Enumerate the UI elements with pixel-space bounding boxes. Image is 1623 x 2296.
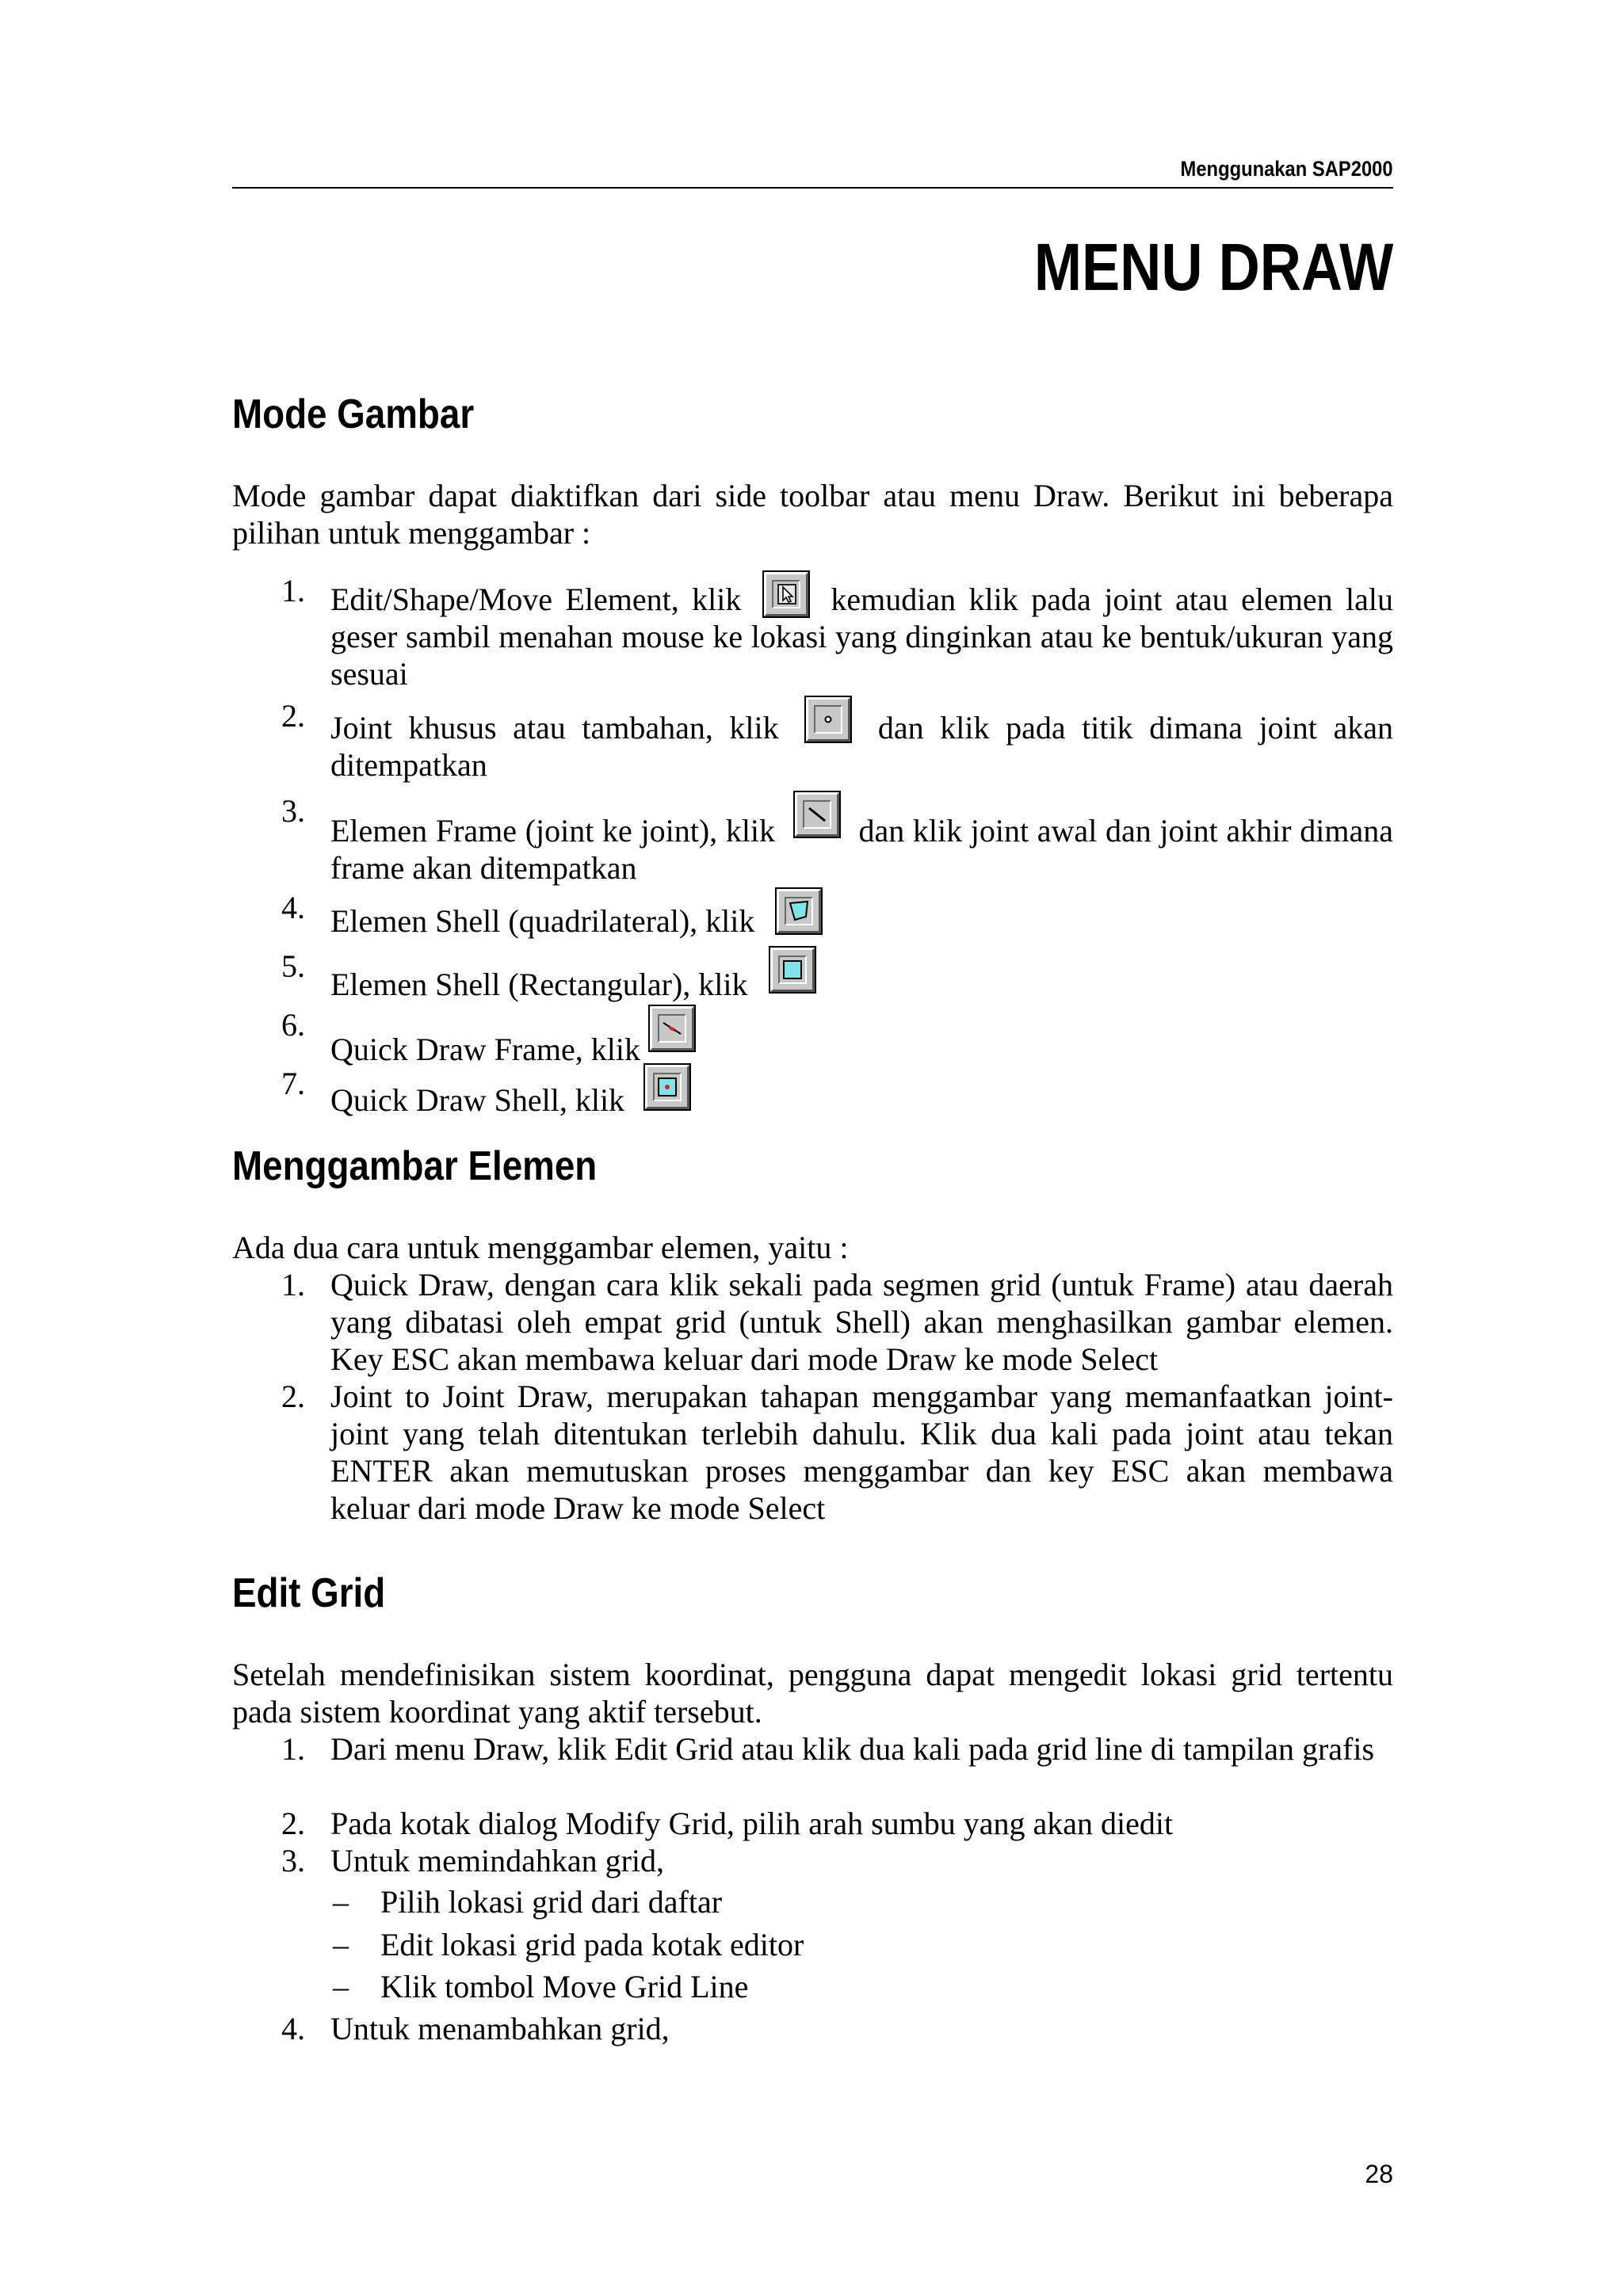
item-text: Quick Draw, dengan cara klik sekali pada segmen grid (untuk Frame) atau daerah yang dibatasi oleh empat grid (untuk Shell) akan menghasilkan gambar elemen. Key ESC akan membawa keluar dari mode Draw ke mode Select xyxy=(330,1267,1393,1377)
sub-list-item xyxy=(333,1968,1393,2005)
list-item xyxy=(281,1266,1393,1378)
section-heading-mode-gambar: Mode Gambar xyxy=(232,391,475,437)
elemen-intro-paragraph: Ada dua cara untuk menggambar elemen, yaitu : xyxy=(232,1230,849,1265)
draw-quad-shell-icon[interactable] xyxy=(777,889,821,933)
list-number: 3. xyxy=(281,793,305,829)
section-heading-edit-grid: Edit Grid xyxy=(232,1570,386,1616)
quick-draw-frame-icon[interactable] xyxy=(650,1006,694,1051)
item-text: Elemen Frame (joint ke joint), klik xyxy=(330,813,776,849)
item-text: Dari menu Draw, klik Edit Grid atau klik dua kali pada grid line di tampilan grafis xyxy=(330,1731,1375,1767)
item-text: Elemen Shell (quadrilateral), klik xyxy=(330,903,755,939)
item-text: Edit/Shape/Move Element, klik xyxy=(330,582,742,617)
page-number: 28 xyxy=(1365,2160,1393,2188)
list-item xyxy=(281,572,1393,692)
list-item xyxy=(281,792,1393,887)
grid-intro-paragraph: Setelah mendefinisikan sistem koordinat, pengguna dapat mengedit lokasi grid tertentu pada sistem koordinat yang aktif tersebut. xyxy=(232,1657,1393,1730)
list-item xyxy=(281,948,1393,1003)
list-item xyxy=(281,1006,1393,1068)
item-text-continued: dan klik pada titik dimana joint akan ditempatkan xyxy=(330,710,1394,783)
list-number: 2. xyxy=(281,698,305,734)
list-number: 1. xyxy=(281,1731,305,1767)
list-number: 4. xyxy=(281,890,305,925)
list-item xyxy=(281,1065,1393,1119)
list-number: 5. xyxy=(281,948,305,984)
chapter-title: MENU DRAW xyxy=(1033,230,1393,304)
list-item xyxy=(281,697,1393,784)
section-heading-menggambar-elemen: Menggambar Elemen xyxy=(232,1143,598,1189)
list-number: 3. xyxy=(281,1843,305,1878)
list-item xyxy=(281,1805,1393,1842)
dash-bullet: – xyxy=(333,1927,349,1962)
sub-list-item xyxy=(333,1926,1393,1963)
list-number: 6. xyxy=(281,1007,305,1043)
sub-list-item xyxy=(333,1883,1393,1920)
quick-draw-shell-icon[interactable] xyxy=(645,1065,689,1109)
item-text: Elemen Shell (Rectangular), klik xyxy=(330,967,748,1002)
dash-bullet: – xyxy=(333,1884,349,1920)
sub-item-text: Klik tombol Move Grid Line xyxy=(380,1969,749,2004)
list-item xyxy=(281,889,1393,940)
list-number: 2. xyxy=(281,1806,305,1841)
item-text: Untuk menambahkan grid, xyxy=(330,2011,670,2046)
list-number: 7. xyxy=(281,1066,305,1101)
list-number: 1. xyxy=(281,573,305,608)
list-item xyxy=(281,1378,1393,1527)
list-item xyxy=(281,1730,1393,1768)
item-text: Pada kotak dialog Modify Grid, pilih arah sumbu yang akan diedit xyxy=(330,1806,1174,1841)
list-number: 4. xyxy=(281,2011,305,2046)
list-item xyxy=(281,1842,1393,1879)
dash-bullet: – xyxy=(333,1969,349,2004)
pointer-reshape-icon[interactable] xyxy=(764,572,808,616)
list-number: 2. xyxy=(281,1379,305,1414)
item-text: Quick Draw Shell, klik xyxy=(330,1082,625,1118)
item-text-continued: dan klik joint awal dan joint akhir dimana frame akan ditempatkan xyxy=(330,813,1394,886)
mode-intro-paragraph: Mode gambar dapat diaktifkan dari side toolbar atau menu Draw. Berikut ini beberapa pilihan untuk menggambar : xyxy=(232,478,1393,551)
list-number: 1. xyxy=(281,1267,305,1302)
running-header: Menggunakan SAP2000 xyxy=(1180,157,1393,181)
list-item xyxy=(281,2010,1393,2047)
sub-item-text: Edit lokasi grid pada kotak editor xyxy=(380,1927,804,1962)
draw-frame-icon[interactable] xyxy=(795,792,839,837)
item-text-continued: kemudian klik pada joint atau elemen lalu geser sambil menahan mouse ke lokasi yang dinginkan atau ke bentuk/ukuran yang sesuai xyxy=(330,582,1394,692)
item-text: Untuk memindahkan grid, xyxy=(330,1843,665,1878)
sub-item-text: Pilih lokasi grid dari daftar xyxy=(380,1884,723,1920)
item-text: Joint to Joint Draw, merupakan tahapan menggambar yang memanfaatkan joint-joint yang telah ditentukan terlebih dahulu. Klik dua kali pada joint atau tekan ENTER akan memutuskan proses menggambar dan key ESC akan membawa keluar dari mode Draw ke mode Select xyxy=(330,1379,1393,1526)
item-text: Quick Draw Frame, klik xyxy=(330,1032,641,1067)
header-rule xyxy=(232,187,1393,189)
item-text: Joint khusus atau tambahan, klik xyxy=(330,710,779,746)
draw-joint-icon[interactable] xyxy=(806,697,850,742)
draw-rect-shell-icon[interactable] xyxy=(770,948,815,992)
